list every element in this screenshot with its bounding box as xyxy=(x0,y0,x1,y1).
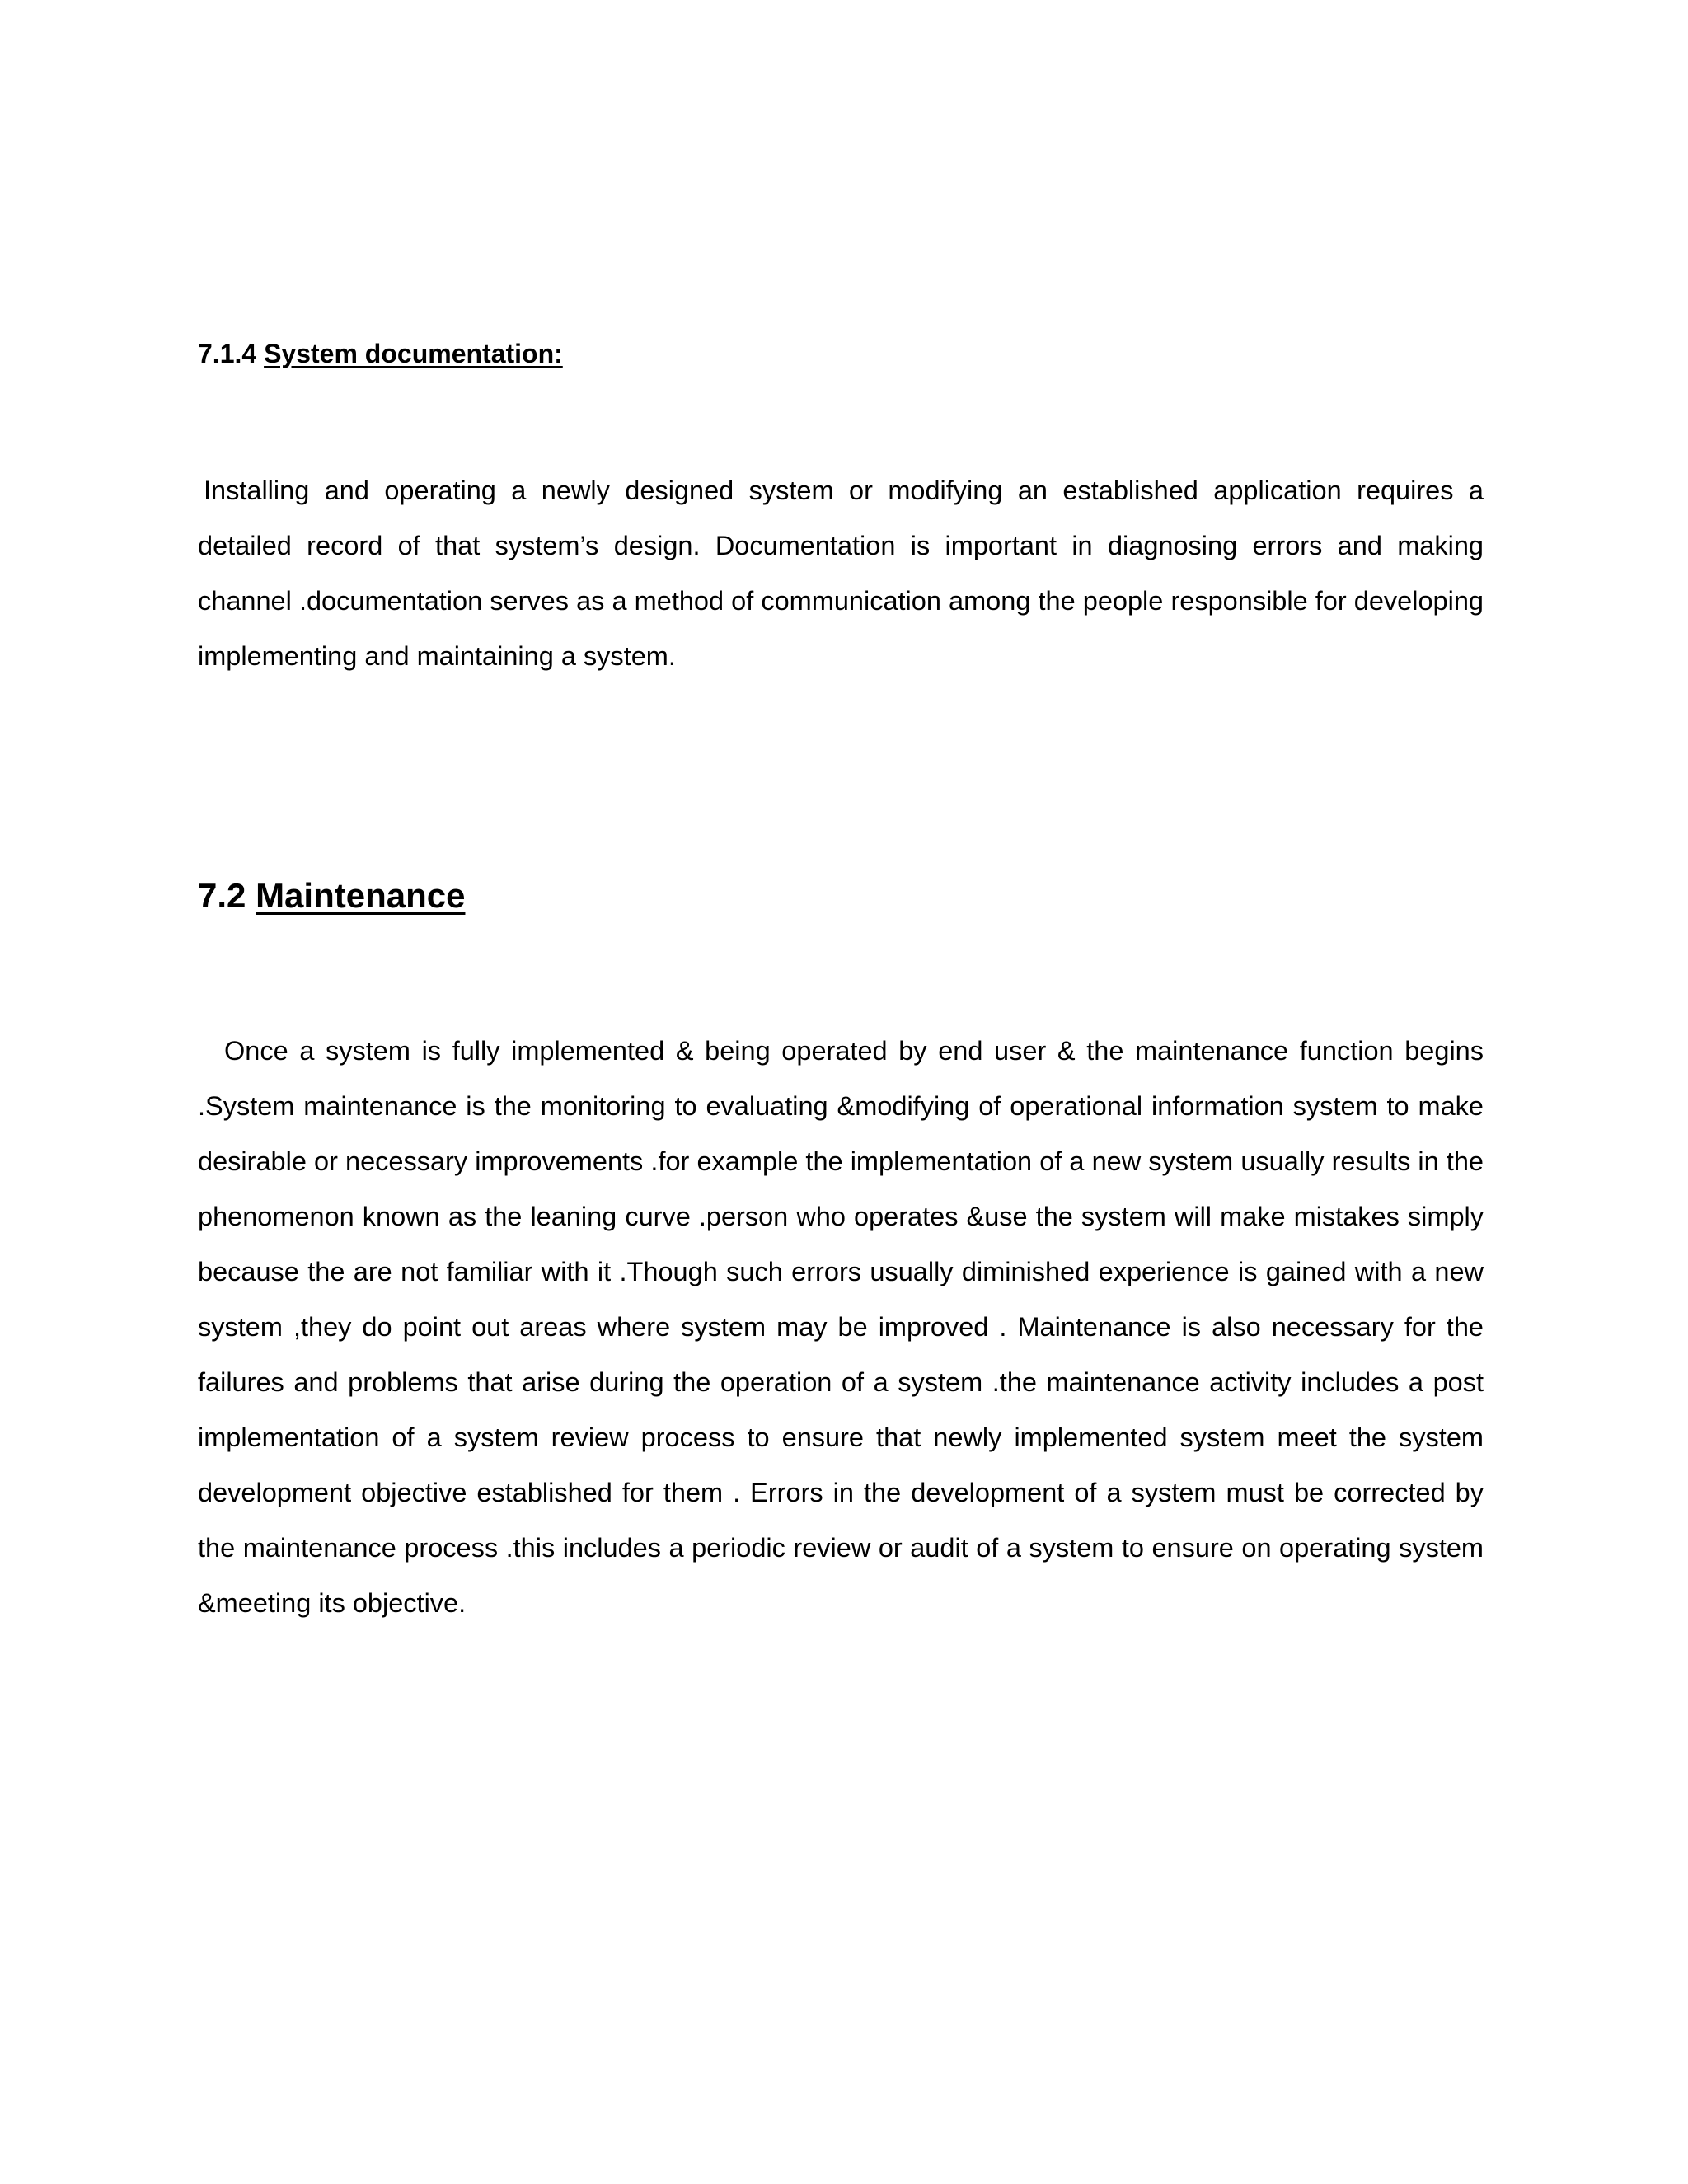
paragraph-system-documentation: Installing and operating a newly designed system or modifying an established application requires a detailed record of that system’s design. Documentation is important in diagnosing errors and making channel .documentation serves as a method of communication among the people responsible for developing implementing and maintaining a system. xyxy=(198,476,1484,671)
section-title: System documentation: xyxy=(264,339,563,368)
section-number: 7.1.4 xyxy=(198,339,257,368)
section-heading-system-documentation xyxy=(198,334,1484,373)
section-heading-maintenance xyxy=(198,869,1484,922)
section-number: 7.2 xyxy=(198,876,246,915)
paragraph-maintenance: Once a system is fully implemented & being operated by end user & the maintenance function begins .System maintenance is the monitoring to evaluating &modifying of operational information system to make desirable or necessary improvements .for example the implementation of a new system usually results in the phenomenon known as the leaning curve .person who operates &use the system will make mistakes simply because the are not familiar with it .Though such errors usually diminished experience is gained with a new system ,they do point out areas where system may be improved . Maintenance is also necessary for the failures and problems that arise during the operation of a system .the maintenance activity includes a post implementation of a system review process to ensure that newly implemented system meet the system development objective established for them . Errors in the development of a system must be corrected by the maintenance process .this includes a periodic review or audit of a system to ensure on operating system &meeting its objective. xyxy=(198,1036,1484,1618)
section-title: Maintenance xyxy=(256,876,466,915)
